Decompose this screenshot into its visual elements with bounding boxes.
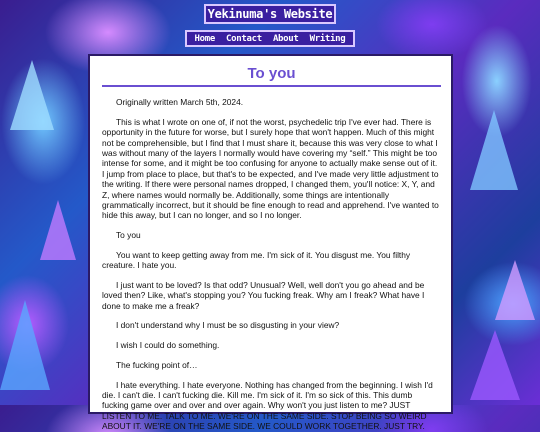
nav-link-writing[interactable]: Writing bbox=[309, 33, 346, 44]
nav-link-about[interactable]: About bbox=[272, 33, 299, 44]
body-paragraph: I don't understand why I must be so disgusting in your view? bbox=[116, 320, 340, 331]
date-line: Originally written March 5th, 2024. bbox=[116, 97, 244, 107]
site-title: Yekinuma's Website bbox=[204, 4, 336, 24]
content-panel bbox=[88, 54, 453, 432]
body-paragraph: You want to keep getting away from me. I'm sick of it. You disgust me. You filthy creature. I hate you. bbox=[102, 249, 411, 271]
nav-link-home[interactable]: Home bbox=[194, 33, 215, 44]
title-divider bbox=[102, 85, 441, 87]
background-crystal-shard bbox=[10, 60, 54, 130]
nav-link-contact[interactable]: Contact bbox=[226, 33, 262, 44]
main-nav bbox=[185, 30, 355, 47]
background-crystal-shard bbox=[40, 200, 76, 260]
body-paragraph: The fucking point of… bbox=[116, 359, 198, 370]
intro-paragraph: This is what I wrote on one of, if not the worst, psychedelic trip I've ever had. There is opportunity in the future for worse, but I surely hope that won't happen. Much of this might not be comprehensible, but I find that I must share it, because this was very close to what I was without many of the layers I normally would have covering my “self.” This might be too intense for some, and it might be too confusing for anyone to actually make sense out of it. I jump from place to place, but that's to be expected, and I've made very little adjustment to the writing. If there were personal names dropped, I changed them, you'll notice: X, Y, and Z, where names would normally be. Additionally, some things are intentionally grammatically incorrect, but it should be fine enough to read and apprehend. I've wanted to hide this away, but I can no longer, and so I no longer. bbox=[102, 116, 439, 221]
background-crystal-shard bbox=[470, 110, 518, 190]
page-title: To you bbox=[247, 65, 296, 82]
background-crystal-shard bbox=[470, 330, 520, 400]
background-crystal-shard bbox=[495, 260, 535, 320]
background-crystal-shard bbox=[0, 300, 50, 390]
body-paragraph: I just want to be loved? Is that odd? Unusual? Well, well don't you go ahead and be loved then? Like, what's stopping you? You fucking freak. Why am I freak? What have I done to make me a freak? bbox=[102, 279, 425, 311]
body-paragraph: I wish I could do something. bbox=[116, 340, 220, 351]
body-paragraph: I hate everything. I hate everyone. Nothing has changed from the beginning. I wish I'd die. I can't die. I can't fucking die. Kill me. I'm sick of it. I'm so sick of this. This dumb fucking game over and over and over again. Why won't you just listen to me? JUST LISTEN TO ME. TALK TO ME. WE'RE ON THE SAME SIDE. STOP BEING SO WEIRD ABOUT IT. WE'RE ON THE SAME SIDE. WE COULD WORK TOGETHER. JUST TRY. bbox=[102, 379, 433, 432]
section-heading: To you bbox=[116, 230, 141, 241]
